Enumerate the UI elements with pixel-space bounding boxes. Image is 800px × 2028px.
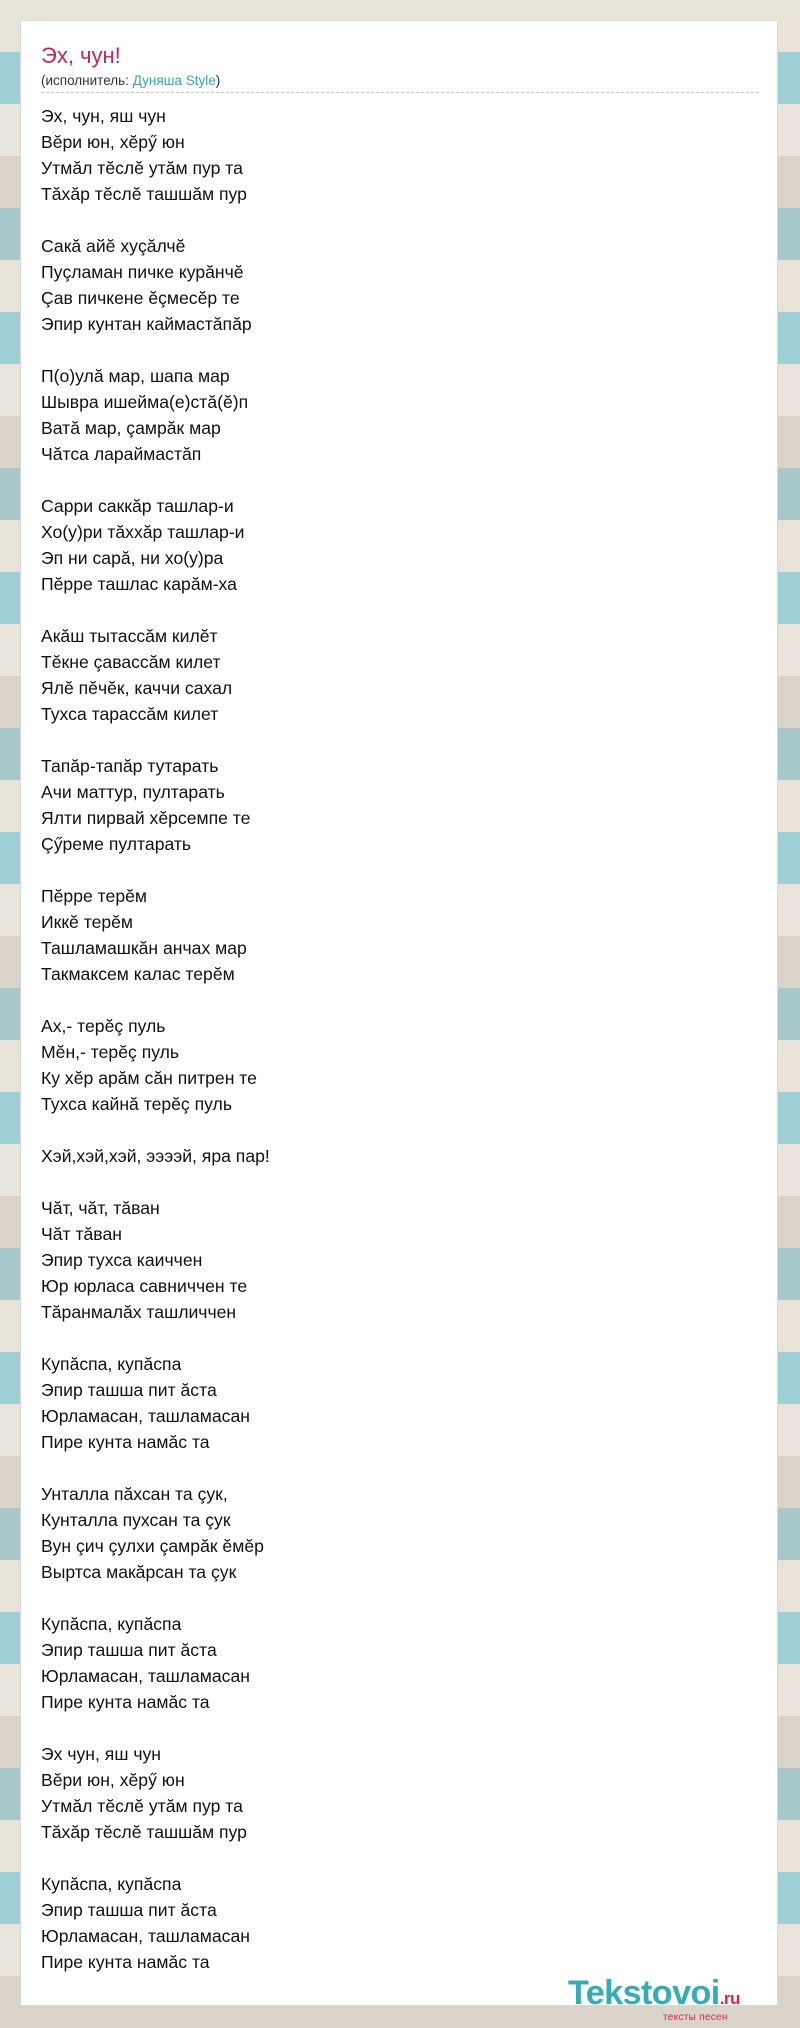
lyric-line: Çав пичкене ĕçмесĕр те <box>41 288 240 308</box>
lyric-line: Ачи маттур, пултарать <box>41 782 225 802</box>
stanza-gap <box>41 207 761 233</box>
lyric-line: Вун çич çулхи çамрăк ĕмĕр <box>41 1536 264 1556</box>
stanza-gap <box>41 337 761 363</box>
lyric-line: Тăхăр тĕслĕ ташшăм пур <box>41 184 247 204</box>
lyric-line: Сакă айĕ хуçăлчĕ <box>41 236 186 256</box>
lyric-line: Ватă мар, çамрăк мар <box>41 418 221 438</box>
lyric-line: Эпир кунтан каймастăпăр <box>41 314 252 334</box>
lyric-line: Пуçламан пичке курăнчĕ <box>41 262 244 282</box>
lyric-line: Тухса тарассăм килет <box>41 704 219 724</box>
artist-link[interactable]: Дуняша Style <box>132 73 216 88</box>
lyric-line: Утмăл тĕслĕ утăм пур та <box>41 1796 243 1816</box>
lyric-line: Выртса макăрсан та çук <box>41 1562 237 1582</box>
stanza-gap <box>41 1455 761 1481</box>
lyric-line: Тухса кайнă терĕç пуль <box>41 1094 232 1114</box>
lyric-line: Пире кунта намăс та <box>41 1692 210 1712</box>
lyric-line: Пĕрре ташлас карăм-ха <box>41 574 237 594</box>
lyric-line: Ялти пирвай хĕрсемпе те <box>41 808 251 828</box>
lyric-line: Тăхăр тĕслĕ ташшăм пур <box>41 1822 247 1842</box>
stanza-gap <box>41 1845 761 1871</box>
lyric-line: Кунталла пухсан та çук <box>41 1510 231 1530</box>
song-title: Эх, чун! <box>41 43 121 68</box>
lyrics-card <box>20 20 778 2023</box>
lyric-line: Ялĕ пĕчĕк, каччи сахал <box>41 678 233 698</box>
logo-tagline: тексты песен <box>663 2012 728 2023</box>
lyric-line: Унталла пăхсан та çук, <box>41 1484 228 1504</box>
lyric-line: Иккĕ терĕм <box>41 912 134 932</box>
stanza-gap <box>41 1715 761 1741</box>
lyric-line: Купăспа, купăспа <box>41 1874 182 1894</box>
lyric-line: Ку хĕр арăм сăн питрен те <box>41 1068 257 1088</box>
stanza-gap <box>41 597 761 623</box>
lyric-line: Хо(у)ри тăххăр ташлар-и <box>41 522 245 542</box>
lyric-line: Пире кунта намăс та <box>41 1952 210 1972</box>
lyric-line: Эп ни сарă, ни хо(у)ра <box>41 548 224 568</box>
artist-line <box>41 73 759 93</box>
lyric-line: Утмăл тĕслĕ утăм пур та <box>41 158 243 178</box>
stanza-gap <box>41 1169 761 1195</box>
stanza-gap <box>41 1117 761 1143</box>
lyric-line: Тапăр-тапăр тутарать <box>41 756 219 776</box>
lyric-line: Мĕн,- терĕç пуль <box>41 1042 180 1062</box>
lyric-line: Эпир ташша пит ăста <box>41 1900 217 1920</box>
lyrics-text <box>41 103 761 1975</box>
lyric-line: Вĕри юн, хĕрӳ юн <box>41 1770 185 1790</box>
lyric-line: Эх чун, яш чун <box>41 1744 161 1764</box>
artist-prefix: (исполнитель: <box>41 73 133 88</box>
lyric-line: Эпир ташша пит ăста <box>41 1380 217 1400</box>
logo-name: Tekstovoi <box>568 1974 720 2012</box>
lyric-line: Купăспа, купăспа <box>41 1614 182 1634</box>
artist-suffix: ) <box>215 73 221 88</box>
lyric-line: Шывра ишейма(е)стă(ĕ)п <box>41 392 249 412</box>
lyric-line: Юр юрласа савниччен те <box>41 1276 248 1296</box>
site-logo[interactable] <box>568 1974 788 2024</box>
lyric-line: Эпир тухса каиччен <box>41 1250 203 1270</box>
stanza-gap <box>41 1325 761 1351</box>
lyric-line: Сарри саккăр ташлар-и <box>41 496 234 516</box>
lyric-line: Çӳреме пултарать <box>41 834 192 854</box>
lyric-line: П(о)улă мар, шапа мар <box>41 366 230 386</box>
lyric-line: Юрламасан, ташламасан <box>41 1666 250 1686</box>
lyric-line: Юрламасан, ташламасан <box>41 1926 250 1946</box>
lyric-line: Эх, чун, яш чун <box>41 106 166 126</box>
stanza-gap <box>41 987 761 1013</box>
lyric-line: Пире кунта намăс та <box>41 1432 210 1452</box>
lyric-line: Ташламашкăн анчах мар <box>41 938 247 958</box>
logo-tld: .ru <box>719 1989 740 2008</box>
lyric-line: Чăт, чăт, тăван <box>41 1198 160 1218</box>
stanza-gap <box>41 467 761 493</box>
lyric-line: Тĕкне çавассăм килет <box>41 652 221 672</box>
lyric-line: Эпир ташша пит ăста <box>41 1640 217 1660</box>
lyric-line: Юрламасан, ташламасан <box>41 1406 250 1426</box>
lyric-line: Акăш тытассăм килĕт <box>41 626 218 646</box>
stanza-gap <box>41 1585 761 1611</box>
lyric-line: Такмаксем калас терĕм <box>41 964 235 984</box>
lyric-line: Вĕри юн, хĕрӳ юн <box>41 132 185 152</box>
lyric-line: Хэй,хэй,хэй, ээээй, яра пар! <box>41 1146 270 1166</box>
lyric-line: Чăт тăван <box>41 1224 122 1244</box>
lyric-line: Тăранмалăх ташличчен <box>41 1302 237 1322</box>
lyric-line: Чăтса лараймастăп <box>41 444 202 464</box>
lyric-line: Ах,- терĕç пуль <box>41 1016 166 1036</box>
lyric-line: Пĕрре терĕм <box>41 886 147 906</box>
lyric-line: Купăспа, купăспа <box>41 1354 182 1374</box>
stanza-gap <box>41 727 761 753</box>
stanza-gap <box>41 857 761 883</box>
